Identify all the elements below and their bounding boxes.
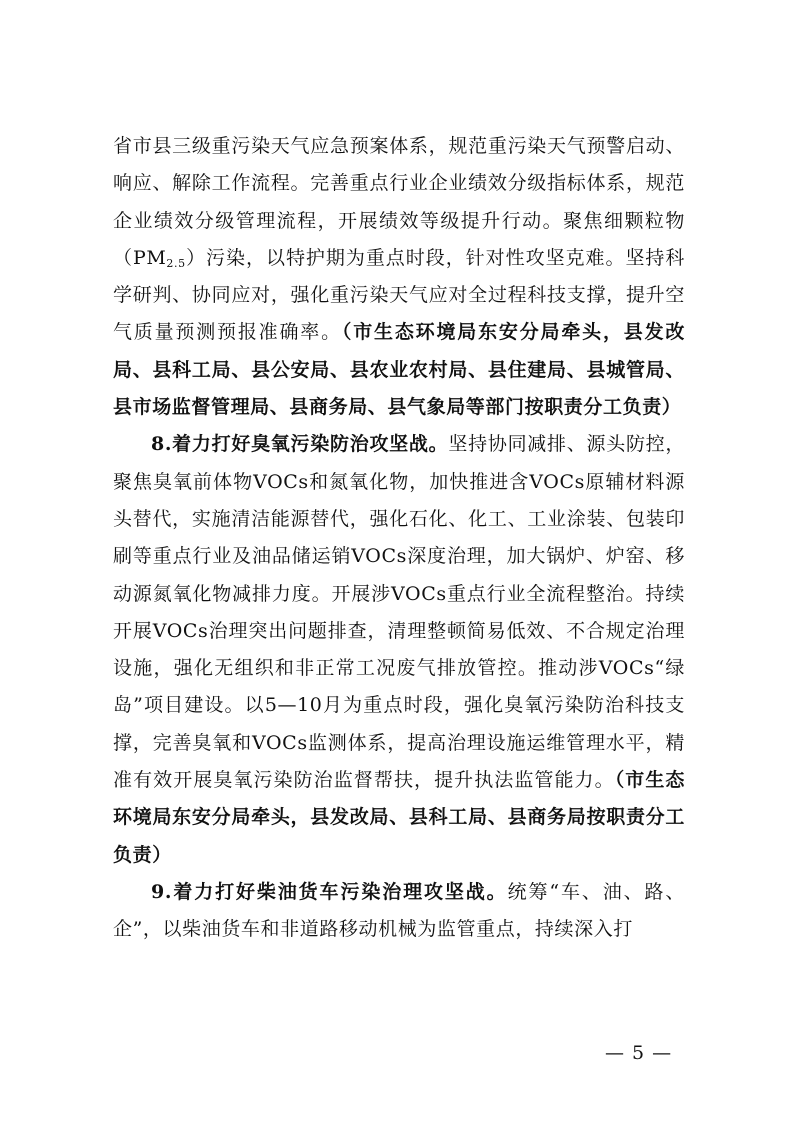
paragraph-diesel xyxy=(113,874,685,949)
paragraph-continuation xyxy=(113,128,685,426)
paragraph-text: 省市县三级重污染天气应急预案体系，规范重污染天气预警启动、响应、解除工作流程。完善重点行业企业绩效分级指标体系，规范企业绩效分级管理流程，开展绩效等级提升行动。聚焦细颗粒物（PM xyxy=(113,135,685,269)
paragraph-ozone xyxy=(113,426,685,874)
page-number: — 5 — xyxy=(605,1042,673,1064)
pm-subscript: 2.5 xyxy=(166,256,186,270)
body-text xyxy=(113,128,685,949)
paragraph-text: 坚持协同减排、源头防控，聚焦臭氧前体物VOCs和氮氧化物，加快推进含VOCs原辅材料源头替代，实施清洁能源替代，强化石化、化工、工业涂装、包装印刷等重点行业及油品储运销VOCs深度治理，加大锅炉、炉窑、移动源氮氧化物减排力度。开展涉VOCs重点行业全流程整治。持续开展VOCs治理突出问题排查，清理整顿简易低效、不合规定治理设施，强化无组织和非正常工况废气排放管控。推动涉VOCs“绿岛”项目建设。以5—10月为重点时段，强化臭氧污染防治科技支撑，完善臭氧和VOCs监测体系，提高治理设施运维管理水平，精准有效开展臭氧污染防治监督帮扶，提升执法监管能力。 xyxy=(113,433,685,792)
paragraph-text: ）污染，以特护期为重点时段，针对性攻坚克难。坚持科学研判、协同应对，强化重污染天气应对全过程科技支撑，提升空气质量预测预报准确率。 xyxy=(113,246,685,344)
responsible-departments: （市生态环境局东安分局牵头，县发改局、县科工局、县商务局按职责分工负责） xyxy=(113,769,685,866)
responsible-departments: （市生态环境局东安分局牵头，县发改局、县科工局、县公安局、县农业农村局、县住建局、县城管局、县市场监督管理局、县商务局、县气象局等部门按职责分工负责） xyxy=(113,321,685,419)
section-heading-9: 9.着力打好柴油货车污染治理攻坚战。 xyxy=(151,880,508,903)
section-heading-8: 8.着力打好臭氧污染防治攻坚战。 xyxy=(151,433,449,456)
paragraph-text: 统筹“车、油、路、企”，以柴油货车和非道路移动机械为监管重点，持续深入打 xyxy=(113,880,685,941)
